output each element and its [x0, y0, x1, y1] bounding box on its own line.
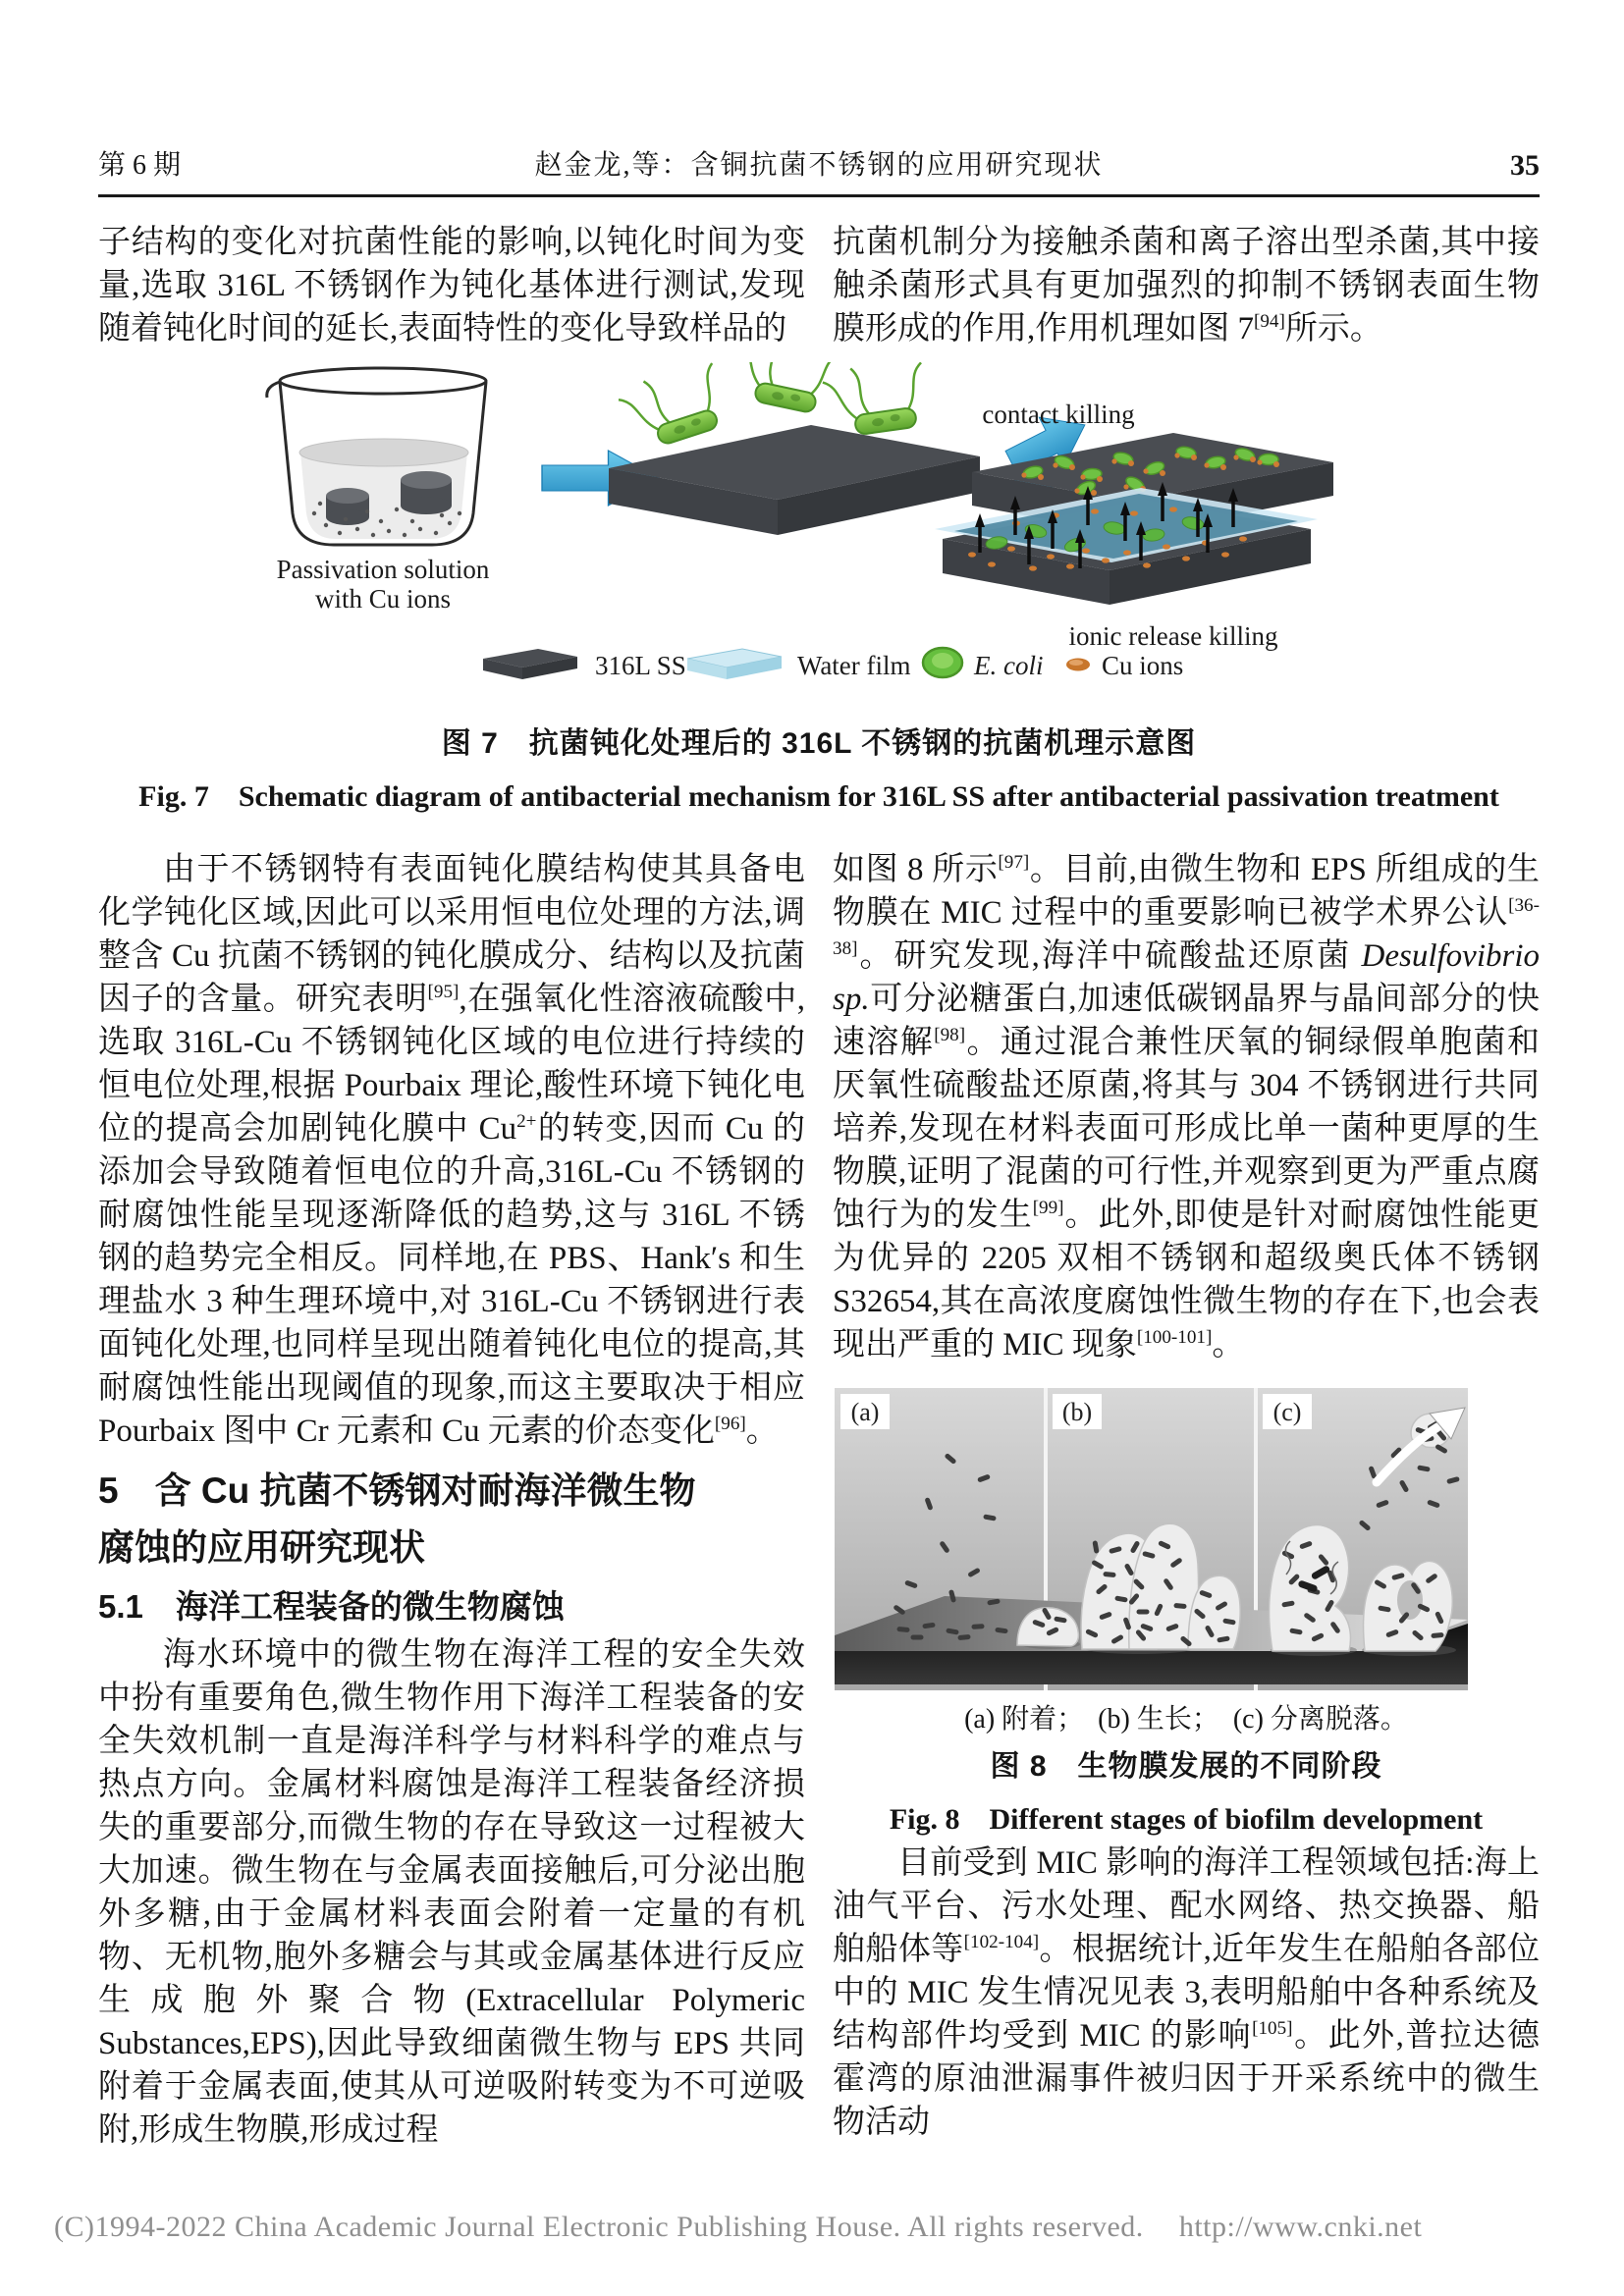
section-5-1-heading: 5.1 海洋工程装备的微生物腐蚀	[98, 1588, 565, 1625]
legend-316lss-label: 316L SS	[595, 651, 686, 680]
copyright-text: (C)1994-2022 China Academic Journal Electronic Publishing House. All rights reserved.	[54, 2211, 1144, 2243]
figure-8	[833, 1388, 1540, 1842]
section-5-heading: 5 含 Cu 抗菌不锈钢对耐海洋微生物 腐蚀的应用研究现状	[98, 1470, 696, 1568]
top-left-column	[98, 221, 805, 350]
figure-8-caption-en: Fig. 8 Different stages of biofilm development	[889, 1803, 1484, 1836]
figure-7-caption-en: Fig. 7 Schematic diagram of antibacterial mechanism for 316L SS after antibacterial passivation treatment	[138, 780, 1499, 813]
figure-8-subcaption: (a) 附着； (b) 生长； (c) 分离脱落。	[964, 1704, 1408, 1735]
top-columns	[98, 221, 1540, 350]
figure-7	[98, 362, 1540, 815]
paragraph-marine-mic: 海水环境中的微生物在海洋工程的安全失效中扮有重要角色,微生物作用下海洋工程装备的安全失效机制一直是海洋科学与材料科学的难点与热点方向。金属材料腐蚀是海洋工程装备经济损失的重要部分,而微生物的存在导致这一过程被大大加速。微生物在与金属表面接触后,可分泌出胞外多糖,由于金属材料表面会附着一定量的有机物、无机物,胞外多糖会与其或金属基体进行反应生成胞外聚合物(Extracellular Polymeric Substances,EPS),因此导致细菌微生物与 EPS 共同附着于金属表面,使其从可逆吸附转变为不可逆吸附,形成生物膜,形成过程	[98, 1637, 805, 2148]
paragraph-mic-fields: 目前受到 MIC 影响的海洋工程领域包括:海上油气平台、污水处理、配水网络、热交换器、船舶船体等[102-104]。根据统计,近年发生在船舶各部位中的 MIC 发生情况见表 3,表明船舶中各种系统及结构部件均受到 MIC 的影响[105]。此外,普拉达德霍湾的原油泄漏事件被归因于开采系统中的微生物活动	[833, 1845, 1541, 2140]
legend-316lss-icon	[483, 649, 577, 679]
panel-label-c	[1263, 1394, 1312, 1429]
legend-cuion-label: Cu ions	[1102, 651, 1184, 680]
svg-text:(b): (b)	[1061, 1398, 1093, 1426]
right-column	[833, 848, 1540, 2152]
legend-cuion-icon	[1066, 659, 1090, 671]
paragraph-biofilm: 如图 8 所示[97]。目前,由微生物和 EPS 所组成的生物膜在 MIC 过程中的重要影响已被学术界公认[36-38]。研究发现,海洋中硫酸盐还原菌 Desulfovibrio sp.可分泌糖蛋白,加速低碳钢晶界与晶间部分的快速溶解[98]。通过混合兼性厌氧的铜绿假单胞菌和厌氧性硫酸盐还原菌,将其与 304 不锈钢进行共同培养,发现在材料表面可形成比单一菌种更厚的生物膜,证明了混菌的可行性,并观察到更为严重点腐蚀行为的发生[99]。此外,即使是针对耐腐蚀性能更为优异的 2205 双相不锈钢和超级奥氏体不锈钢 S32654,其在高浓度腐蚀性微生物的存在下,也会表现出严重的 MIC 现象[100-101]。	[833, 852, 1541, 1362]
copyright-footer	[54, 2211, 1422, 2244]
main-columns	[98, 848, 1540, 2152]
running-title: 赵金龙,等：含铜抗菌不锈钢的应用研究现状	[534, 150, 1104, 181]
top-right-column	[833, 221, 1540, 350]
figure-8-caption-zh: 图 8 生物膜发展的不同阶段	[990, 1750, 1382, 1783]
figure-7-caption-zh: 图 7 抗菌钝化处理后的 316L 不锈钢的抗菌机理示意图	[441, 727, 1197, 760]
panel-label-b	[1053, 1394, 1102, 1429]
cnki-url: http://www.cnki.net	[1178, 2211, 1423, 2243]
legend-ecoli-icon	[923, 648, 962, 677]
figure-8-image	[835, 1388, 1468, 1690]
paragraph-top-right: 抗菌机制分为接触杀菌和离子溶出型杀菌,其中接触杀菌形式具有更加强烈的抑制不锈钢表面生物膜形成的作用,作用机理如图 7[94]所示。	[833, 225, 1540, 347]
paragraph-top-left: 子结构的变化对抗菌性能的影响,以钝化时间为变量,选取 316L 不锈钢作为钝化基体进行测试,发现随着钝化时间的延长,表面特性的变化导致样品的	[98, 225, 805, 347]
ionic-release-label: ionic release killing	[1068, 621, 1278, 651]
svg-text:(a): (a)	[850, 1398, 880, 1426]
legend-waterfilm-label: Water film	[797, 651, 911, 680]
page-header	[98, 143, 1540, 197]
figure-7-diagram	[98, 362, 1540, 706]
biofilm-hollow	[1397, 1580, 1423, 1620]
left-column	[98, 848, 805, 2152]
beaker-icon	[267, 368, 486, 545]
svg-text:(c): (c)	[1272, 1398, 1302, 1426]
legend-ecoli-label: E. coli	[974, 651, 1044, 680]
panel-label-a	[840, 1394, 890, 1429]
paragraph-passivation: 由于不锈钢特有表面钝化膜结构使其具备电化学钝化区域,因此可以采用恒电位处理的方法,调整含 Cu 抗菌不锈钢的钝化膜成分、结构以及抗菌因子的含量。研究表明[95],在强氧化性溶液硫酸中,选取 316L-Cu 不锈钢钝化区域的电位进行持续的恒电位处理,根据 Pourbaix 理论,酸性环境下钝化电位的提高会加剧钝化膜中 $Cu^{2+}$的转变,因而 Cu 的添加会导致随着恒电位的升高,316L-Cu 不锈钢的耐腐蚀性能呈现逐渐降低的趋势,这与 316L 不锈钢的趋势完全相反。同样地,在 PBS、Hank′s 和生理盐水 3 种生理环境中,对 316L-Cu 不锈钢进行表面钝化处理,也同样呈现出随着钝化电位的提高,其耐腐蚀性能出现阈值的现象,而这主要取决于相应 Pourbaix 图中 Cr 元素和 Cu 元素的价态变化[96]。	[98, 852, 806, 1449]
beaker-label-line2: with Cu ions	[314, 584, 452, 614]
page-number: 35	[1510, 149, 1540, 182]
legend-waterfilm-icon	[687, 649, 782, 679]
contact-killing-label: contact killing	[982, 400, 1135, 429]
issue-label: 第 6 期	[98, 150, 182, 181]
beaker-label-line1: Passivation solution	[276, 555, 490, 584]
